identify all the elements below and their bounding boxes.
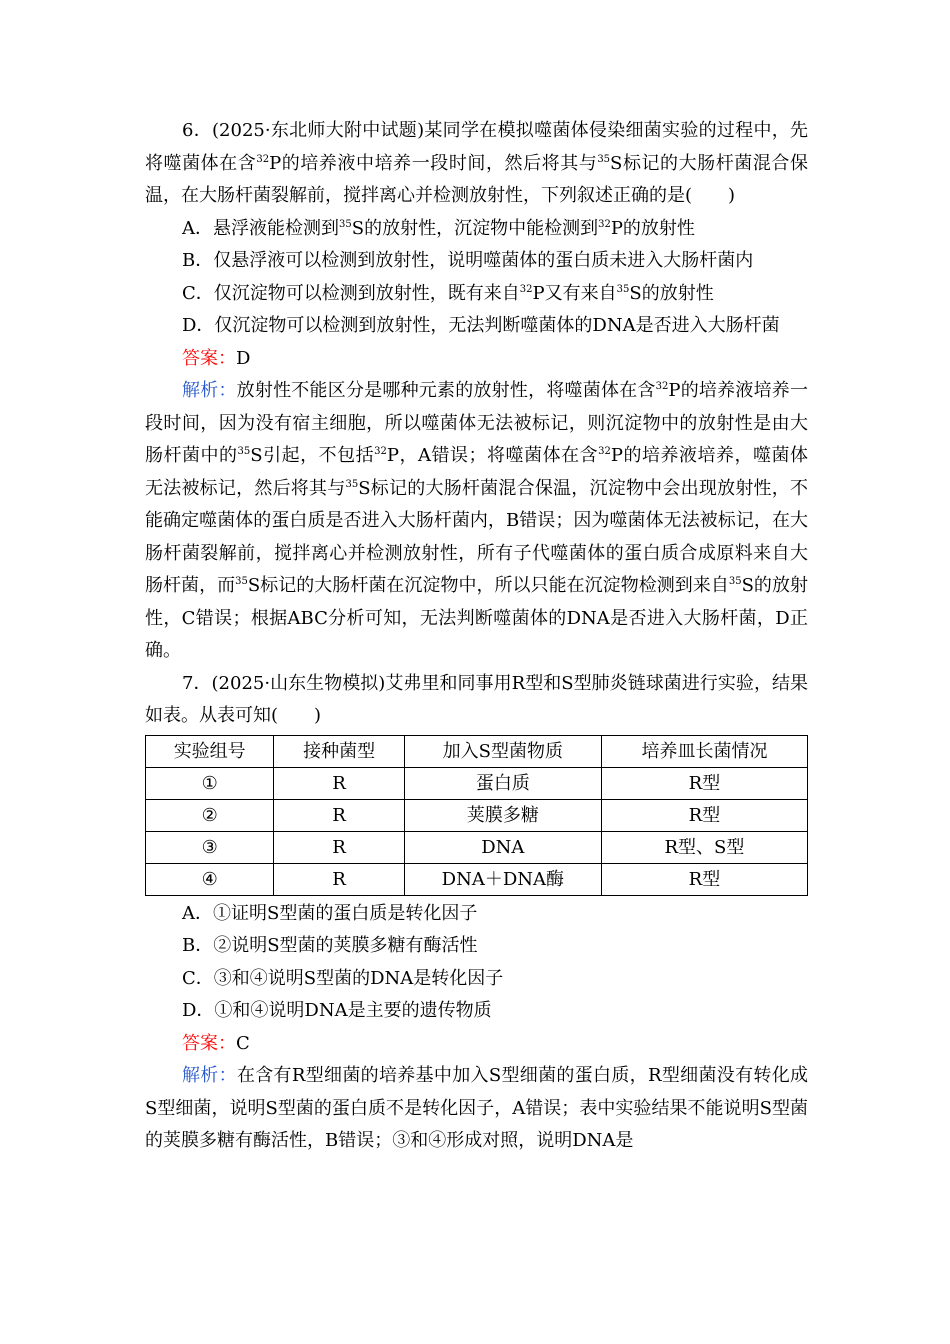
table-cell: R — [274, 831, 404, 863]
isotope-superscript: 32 — [598, 446, 611, 457]
document-page — [145, 115, 808, 1158]
table-row — [146, 767, 808, 799]
isotope-superscript: 32 — [256, 153, 270, 165]
answer-label: 答案： — [182, 1032, 236, 1054]
table-cell: R型 — [601, 863, 807, 895]
explanation-label: 解析： — [182, 380, 237, 401]
table-cell: ② — [146, 799, 274, 831]
table-header: 加入S型菌物质 — [404, 735, 601, 767]
table-cell: ① — [146, 767, 274, 799]
text-run: P的培养液中培养一段时间，然后将其与 — [269, 152, 598, 174]
q6-option-d: D．仅沉淀物可以检测到放射性，无法判断噬菌体的DNA是否进入大肠杆菌 — [182, 315, 780, 336]
table-cell: ④ — [146, 863, 274, 895]
table-cell: 荚膜多糖 — [404, 799, 601, 831]
text-run: P的放射性 — [610, 217, 695, 239]
isotope-superscript: 35 — [339, 218, 352, 230]
table-cell: R型 — [601, 767, 807, 799]
table-row — [146, 863, 808, 895]
answer-label: 答案： — [182, 347, 236, 369]
text-run: (2025·山东生物模拟) — [211, 672, 386, 694]
text-run: 放射性不能区分是哪种元素的放射性，将噬菌体在含 — [236, 380, 656, 401]
table-header: 培养皿长菌情况 — [601, 735, 807, 767]
isotope-superscript: 35 — [235, 576, 248, 587]
q6-option-a — [145, 213, 808, 246]
table-cell: R型 — [601, 799, 807, 831]
isotope-superscript: 35 — [237, 446, 251, 457]
q7-answer — [145, 1028, 808, 1061]
text-run: 某同学在模拟噬菌体侵染细菌实验的过程中，先将噬菌体在含 — [145, 120, 809, 174]
isotope-superscript: 35 — [345, 478, 359, 490]
text-run: S的放射性 — [629, 282, 714, 304]
table-cell: ③ — [146, 831, 274, 863]
table-header: 实验组号 — [146, 735, 274, 767]
text-run: P，A错误；将噬菌体在含 — [386, 445, 599, 466]
text-run: 艾弗里和同事用R型和S型肺炎链球菌进行实验，结果如表。从表可知( ) — [145, 672, 809, 726]
isotope-superscript: 35 — [728, 576, 742, 587]
q7-option-c: C．③和④说明S型菌的DNA是转化因子 — [182, 967, 504, 989]
q6-explanation — [145, 375, 808, 668]
text-run: D — [236, 347, 251, 369]
table-cell: R — [274, 863, 404, 895]
table-header-row — [146, 735, 808, 767]
table-cell: 蛋白质 — [404, 767, 601, 799]
text-run: 6． — [182, 120, 213, 141]
q6-answer — [145, 343, 808, 376]
table-row — [146, 831, 808, 863]
isotope-superscript: 32 — [519, 283, 533, 295]
isotope-superscript: 35 — [597, 153, 611, 165]
isotope-superscript: 32 — [655, 381, 669, 392]
q6-option-c — [145, 278, 808, 311]
isotope-superscript: 32 — [598, 218, 611, 230]
table-cell: DNA＋DNA酶 — [404, 863, 601, 895]
text-run: 在含有R型细菌的培养基中加入S型细菌的蛋白质，R型细菌没有转化成S型细菌，说明S型菌的蛋白质不是转化因子，A错误；表中实验结果不能说明S型菌的荚膜多糖有酶活性，B错误；③和④形成对照，说明DNA是 — [145, 1065, 809, 1151]
text-run: C — [236, 1032, 250, 1054]
text-run: C．仅沉淀物可以检测到放射性，既有来自 — [182, 282, 520, 304]
text-run: (2025·东北师大附中试题) — [212, 120, 425, 141]
text-run: S标记的大肠杆菌在沉淀物中，所以只能在沉淀物检测到来自 — [247, 575, 729, 596]
isotope-superscript: 35 — [616, 283, 630, 295]
text-run: S的放射性，沉淀物中能检测到 — [351, 217, 599, 239]
text-run: S标记的大肠杆菌混合保温，在大肠杆菌裂解前，搅拌离心并检测放射性，下列叙述正确的是( ) — [145, 152, 808, 206]
explanation-label: 解析： — [182, 1065, 237, 1086]
text-run: P的培养液培养一段时间，因为没有宿主细胞，所以噬菌体无法被标记，则沉淀物中的放射性是由大肠杆菌中的 — [145, 380, 809, 466]
results-table — [145, 735, 808, 896]
table-cell: R — [274, 799, 404, 831]
text-run: S标记的大肠杆菌混合保温，沉淀物中会出现放射性，不能确定噬菌体的蛋白质是否进入大肠杆菌内，B错误；因为噬菌体无法被标记，在大肠杆菌裂解前，搅拌离心并检测放射性，所有子代噬菌体的蛋白质合成原料来自大肠杆菌，而 — [145, 477, 808, 596]
text-run: P又有来自 — [532, 282, 617, 304]
q7-option-b: B．②说明S型菌的荚膜多糖有酶活性 — [182, 935, 478, 956]
text-run: P的培养液培养，噬菌体无法被标记，然后将其与 — [145, 445, 809, 499]
q7-explanation — [145, 1060, 808, 1158]
question-7-stem — [145, 668, 808, 733]
question-6-stem — [145, 115, 808, 213]
text-run: 7． — [182, 672, 212, 694]
table-cell: R型、S型 — [601, 831, 807, 863]
isotope-superscript: 32 — [374, 446, 387, 457]
table-cell: R — [274, 767, 404, 799]
text-run: S的放射性，C错误；根据ABC分析可知，无法判断噬菌体的DNA是否进入大肠杆菌，D正确。 — [145, 575, 808, 661]
text-run: A．悬浮液能检测到 — [182, 217, 339, 239]
q7-option-a: A．①证明S型菌的蛋白质是转化因子 — [182, 902, 478, 924]
text-run: S引起，不包括 — [250, 445, 375, 466]
table-row — [146, 799, 808, 831]
q7-option-d: D．①和④说明DNA是主要的遗传物质 — [182, 1000, 492, 1021]
q6-option-b: B．仅悬浮液可以检测到放射性，说明噬菌体的蛋白质未进入大肠杆菌内 — [182, 250, 754, 271]
table-header: 接种菌型 — [274, 735, 404, 767]
table-cell: DNA — [404, 831, 601, 863]
